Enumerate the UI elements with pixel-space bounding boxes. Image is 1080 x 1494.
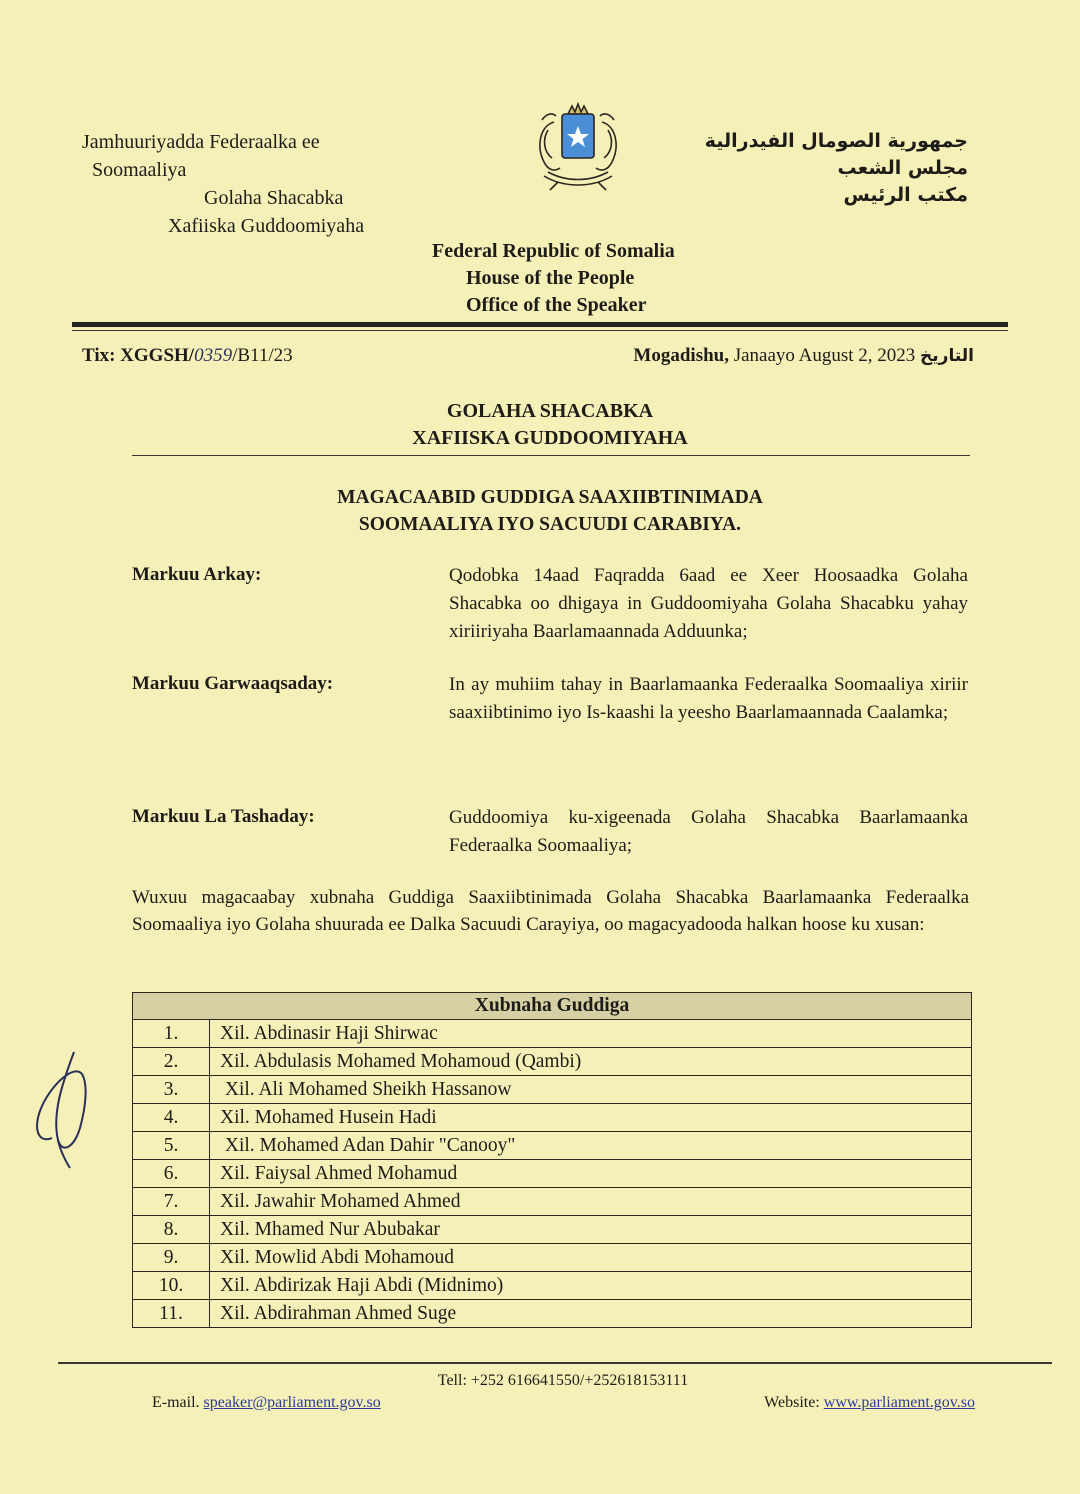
- member-number: 1.: [133, 1020, 210, 1048]
- table-row: [133, 1300, 972, 1328]
- subject-line2: SOOMAALIYA IYO SACUUDI CARABIYA.: [358, 514, 742, 535]
- document-date: [633, 345, 974, 367]
- footer-email: [152, 1394, 381, 1412]
- footer-telephone: Tell: +252 616641550/+252618153111: [437, 1372, 689, 1389]
- date-city: Mogadishu,: [633, 345, 729, 366]
- header-rule-thin: [72, 330, 1008, 331]
- office-title-line2: XAFIISKA GUDDOOMIYAHA: [412, 427, 688, 449]
- clause-label-garwaaqsaday: Markuu Garwaaqsaday:: [132, 673, 334, 694]
- reference-number: [82, 345, 293, 367]
- member-name: Xil. Mohamed Husein Hadi: [210, 1104, 972, 1132]
- date-text: Janaayo August 2, 2023: [733, 345, 916, 366]
- member-number: 6.: [133, 1160, 210, 1188]
- members-table: [132, 992, 972, 1328]
- header-rule-thick: [72, 322, 1008, 327]
- subject-title: [0, 484, 1080, 538]
- member-name: Xil. Jawahir Mohamed Ahmed: [210, 1188, 972, 1216]
- table-row: [133, 1076, 972, 1104]
- table-row: [133, 1244, 972, 1272]
- member-number: 2.: [133, 1048, 210, 1076]
- header-english-line3: Office of the Speaker: [466, 294, 647, 316]
- header-english-line1: Federal Republic of Somalia: [432, 240, 675, 262]
- footer-email-link[interactable]: speaker@parliament.gov.so: [203, 1394, 381, 1411]
- member-name: Xil. Faiysal Ahmed Mohamud: [210, 1160, 972, 1188]
- table-row: [133, 1216, 972, 1244]
- header-arabic: [705, 128, 968, 209]
- member-name: Xil. Ali Mohamed Sheikh Hassanow: [210, 1076, 972, 1104]
- header-somali-line1: Jamhuuriyadda Federaalka ee: [82, 131, 320, 153]
- clause-label-tashaday: Markuu La Tashaday:: [132, 806, 315, 827]
- member-number: 7.: [133, 1188, 210, 1216]
- coat-of-arms-emblem-icon: [524, 100, 632, 200]
- member-number: 11.: [133, 1300, 210, 1328]
- footer-website-label: Website:: [764, 1394, 820, 1411]
- table-row: [133, 1160, 972, 1188]
- header-arabic-line2: مجلس الشعب: [837, 157, 968, 179]
- clause-text-arkay: Qodobka 14aad Faqradda 6aad ee Xeer Hoosaadka Golaha Shacabka oo dhigaya in Guddoomiyaha Golaha Shacabku yahay xiriiriyaha Baarlamaannada Adduunka;: [449, 565, 968, 642]
- office-title: [0, 398, 1080, 452]
- reference-prefix: Tix: XGGSH/: [82, 345, 195, 366]
- clause-text-tashaday: Guddoomiya ku-xigeenada Golaha Shacabka Baarlamaanka Federaalka Soomaaliya;: [449, 807, 968, 856]
- clause-label-arkay: Markuu Arkay:: [132, 564, 262, 585]
- reference-handwritten-number: 0359: [194, 345, 233, 366]
- member-name: Xil. Abdirahman Ahmed Suge: [210, 1300, 972, 1328]
- footer-website-link[interactable]: www.parliament.gov.so: [823, 1394, 975, 1411]
- member-number: 8.: [133, 1216, 210, 1244]
- header-english-line2: House of the People: [466, 267, 635, 289]
- members-table-header-row: [133, 993, 972, 1020]
- clause-text-garwaaqsaday: In ay muhiim tahay in Baarlamaanka Federaalka Soomaaliya xiriir saaxiibtinimo iyo Is-kaashi la yeesho Baarlamaannada Caalamka;: [449, 674, 968, 723]
- member-name: Xil. Abdirizak Haji Abdi (Midnimo): [210, 1272, 972, 1300]
- table-row: [133, 1048, 972, 1076]
- header-arabic-line3: مكتب الرئيس: [843, 184, 968, 206]
- member-name: Xil. Mowlid Abdi Mohamoud: [210, 1244, 972, 1272]
- subject-line1: MAGACAABID GUDDIGA SAAXIIBTINIMADA: [337, 487, 763, 508]
- member-number: 3.: [133, 1076, 210, 1104]
- footer-rule: [58, 1362, 1052, 1364]
- member-name: Xil. Abdinasir Haji Shirwac: [210, 1020, 972, 1048]
- header-arabic-line1: جمهورية الصومال الفيدرالية: [704, 130, 968, 152]
- body-paragraph: Wuxuu magacaabay xubnaha Guddiga Saaxiibtinimada Golaha Shacabka Baarlamaanka Federaalka Soomaaliya iyo Golaha shuurada ee Dalka Sacuudi Carayiya, oo magacyadooda halkan hoose ku xusan:: [132, 887, 969, 935]
- title-rule: [132, 455, 970, 456]
- table-row: [133, 1104, 972, 1132]
- reference-suffix: /B11/23: [232, 345, 293, 366]
- date-arabic-label: التاريخ: [920, 346, 974, 366]
- member-name: Xil. Abdulasis Mohamed Mohamoud (Qambi): [210, 1048, 972, 1076]
- member-number: 5.: [133, 1132, 210, 1160]
- member-name: Xil. Mhamed Nur Abubakar: [210, 1216, 972, 1244]
- footer-website: [764, 1394, 975, 1412]
- header-somali-line2: Soomaaliya: [92, 159, 187, 181]
- header-somali-line3: Golaha Shacabka: [204, 187, 344, 209]
- member-name: Xil. Mohamed Adan Dahir "Canooy": [210, 1132, 972, 1160]
- header-somali: [82, 128, 364, 240]
- office-title-line1: GOLAHA SHACABKA: [446, 400, 654, 422]
- footer-email-label: E-mail.: [152, 1394, 200, 1411]
- member-number: 10.: [133, 1272, 210, 1300]
- table-row: [133, 1272, 972, 1300]
- header-english: [432, 238, 675, 319]
- header-somali-line4: Xafiiska Guddoomiyaha: [168, 215, 365, 237]
- table-row: [133, 1020, 972, 1048]
- member-number: 9.: [133, 1244, 210, 1272]
- table-row: [133, 1188, 972, 1216]
- members-table-header: Xubnaha Guddiga: [133, 993, 972, 1020]
- handwritten-signature: [22, 1044, 102, 1174]
- member-number: 4.: [133, 1104, 210, 1132]
- table-row: [133, 1132, 972, 1160]
